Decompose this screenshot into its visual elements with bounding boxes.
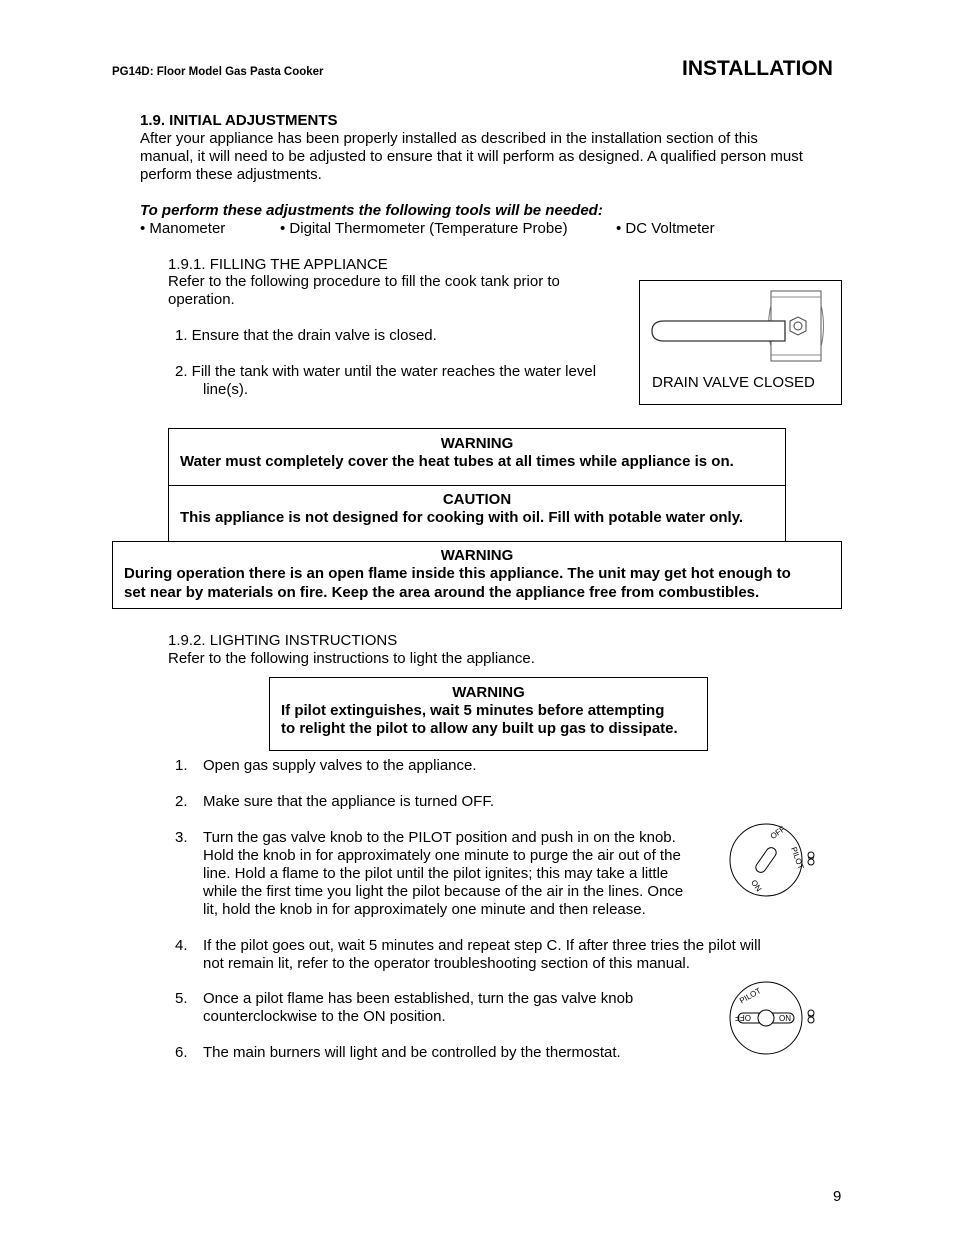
step-number: 5. xyxy=(175,990,188,1007)
warning-text-line: to relight the pilot to allow any built up gas to dissipate. xyxy=(281,720,678,737)
step-text: If the pilot goes out, wait 5 minutes and repeat step C. If after three tries the pilot will xyxy=(203,937,761,954)
subsection-heading-filling: 1.9.1. FILLING THE APPLIANCE xyxy=(168,256,388,273)
step-number: 2. xyxy=(175,793,188,810)
warning-box-pilot xyxy=(269,677,708,751)
paragraph-line: Refer to the following instructions to light the appliance. xyxy=(168,650,535,667)
knob-label-off: OFF xyxy=(735,1013,751,1022)
tool-item-voltmeter: • DC Voltmeter xyxy=(616,220,715,237)
step-text: Open gas supply valves to the appliance. xyxy=(203,757,477,774)
gas-knob-on-position-icon xyxy=(724,980,820,1056)
step-text: lit, hold the knob in for approximately one minute and then release. xyxy=(203,901,646,918)
step-number: 3. xyxy=(175,829,188,846)
warning-box-open-flame xyxy=(112,541,842,609)
caution-title: CAUTION xyxy=(442,491,512,508)
paragraph-line: perform these adjustments. xyxy=(140,166,322,183)
drain-valve-figure xyxy=(639,280,842,405)
fill-step-2: 2. Fill the tank with water until the water reaches the water level xyxy=(175,363,597,380)
paragraph-line: operation. xyxy=(168,291,235,308)
knob-label-on: ON xyxy=(749,878,764,894)
drain-valve-icon xyxy=(640,281,841,371)
paragraph-line: Refer to the following procedure to fill the cook tank prior to xyxy=(168,273,560,290)
tools-heading: To perform these adjustments the following tools will be needed: xyxy=(140,202,603,219)
section-title: INSTALLATION xyxy=(682,57,833,80)
knob-label-pilot: PILOT xyxy=(738,986,763,1006)
fill-step-2-continued: line(s). xyxy=(203,381,249,398)
step-text: Turn the gas valve knob to the PILOT position and push in on the knob. xyxy=(203,829,676,846)
step-text: The main burners will light and be controlled by the thermostat. xyxy=(203,1044,621,1061)
tool-item-thermometer: • Digital Thermometer (Temperature Probe) xyxy=(280,220,568,237)
step-number: 6. xyxy=(175,1044,188,1061)
paragraph-line: After your appliance has been properly installed as described in the installation section of this xyxy=(140,130,758,147)
step-text: while the first time you light the pilot because of the air in the lines. Once xyxy=(203,883,684,900)
subsection-heading-lighting: 1.9.2. LIGHTING INSTRUCTIONS xyxy=(168,632,398,649)
knob-label-off: OFF xyxy=(768,824,787,841)
page-number: 9 xyxy=(833,1188,842,1205)
step-text: Once a pilot flame has been established, turn the gas valve knob xyxy=(203,990,634,1007)
document-title: PG14D: Floor Model Gas Pasta Cooker xyxy=(112,66,324,78)
knob-label-on: ON xyxy=(779,1014,791,1023)
warning-text-line: set near by materials on fire. Keep the area around the appliance free from combustibles. xyxy=(124,584,760,601)
warning-box-heat-tubes xyxy=(168,428,786,486)
warning-text-line: During operation there is an open flame inside this appliance. The unit may get hot enough to xyxy=(124,565,791,582)
knob-label-pilot: PILOT xyxy=(789,845,806,871)
warning-text: Water must completely cover the heat tubes at all times while appliance is on. xyxy=(180,453,734,470)
step-text: counterclockwise to the ON position. xyxy=(203,1008,446,1025)
caution-box-oil xyxy=(168,485,786,542)
step-number: 1. xyxy=(175,757,188,774)
caution-text: This appliance is not designed for cooking with oil. Fill with potable water only. xyxy=(180,509,744,526)
fill-step-1: 1. Ensure that the drain valve is closed. xyxy=(175,327,437,344)
warning-title: WARNING xyxy=(440,435,514,452)
section-heading-initial-adjustments: 1.9. INITIAL ADJUSTMENTS xyxy=(140,112,338,129)
step-number: 4. xyxy=(175,937,188,954)
warning-text-line: If pilot extinguishes, wait 5 minutes before attempting xyxy=(281,702,665,719)
step-text: Make sure that the appliance is turned OFF. xyxy=(203,793,494,810)
gas-knob-pilot-position-icon xyxy=(724,822,820,898)
warning-title: WARNING xyxy=(440,547,514,564)
step-text: line. Hold a flame to the pilot until the pilot ignites; this may take a little xyxy=(203,865,669,882)
step-text: Hold the knob in for approximately one minute to purge the air out of the xyxy=(203,847,681,864)
tool-item-manometer: • Manometer xyxy=(140,220,226,237)
drain-valve-caption: DRAIN VALVE CLOSED xyxy=(652,374,815,391)
warning-title: WARNING xyxy=(452,684,525,701)
paragraph-line: manual, it will need to be adjusted to ensure that it will perform as designed. A qualified person must xyxy=(140,148,803,165)
step-text: not remain lit, refer to the operator troubleshooting section of this manual. xyxy=(203,955,690,972)
